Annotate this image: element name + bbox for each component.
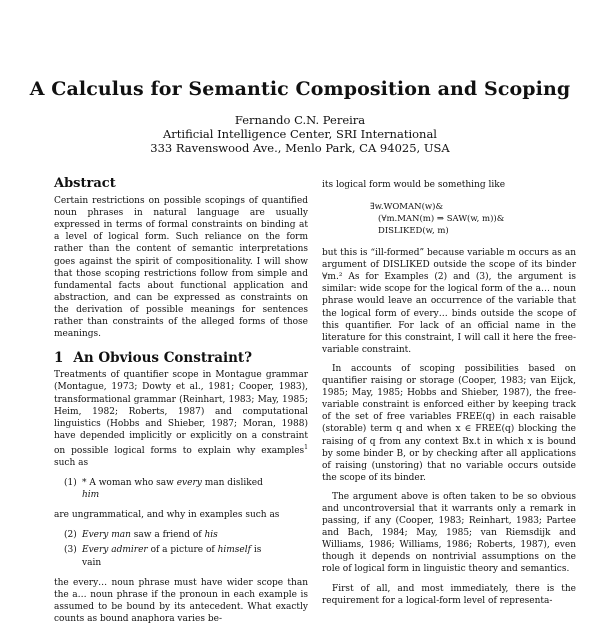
address: 333 Ravenswood Ave., Menlo Park, CA 94025, USA [150,141,450,155]
example-text [82,529,308,541]
paragraph: but this is “ill-formed” because variable m occurs as an argument of DISLIKED outside the scope of its binder ∀m.² As for Examples (2) and (3), the argument is similar: wide scope for the logical form of the a… noun phrase would leave an occurrence of the variable that the logical form of every… binds outside the scope of this quantifier. For lack of an official name in the literature for this constraint, I will call it here the free-variable constraint. [322,248,576,355]
example-part: every [176,478,202,489]
author-name: Fernando C.N. Pereira [234,113,366,127]
author-block [0,113,600,155]
example-number: (3) [64,545,77,556]
example-part: his [204,530,218,541]
paragraph: are ungrammatical, and why in examples such as [54,510,280,521]
paragraph: In accounts of scoping possibilities based on quantifier raising or storage (Cooper, 1983; van Eijck, 1985; May, 1985; Hobbs and Shieber, 1987), the free-variable constraint is enforced either by keeping track of the set of free variables FREE(q) in each raisable (storable) term q and when x ∈ FREE(q) blocking the raising of q from any context Bx.t in which x is bound by some binder B, or by checking after all applications of raising (unstoring) that no variable occurs outside the scope of its binder. [322,363,576,483]
example-part: him [82,490,100,501]
footnote-marker: 1 [304,443,308,451]
abstract-heading: Abstract [54,176,116,191]
example-part: Every man [82,530,131,541]
formula-line: (∀m.MAN(m) ⇒ SAW(w, m))& [378,214,505,225]
example-part: himself [217,545,251,556]
example-1 [54,477,308,501]
example-part: saw a friend of [130,530,205,541]
example-part: vain [82,557,102,568]
paragraph: the every… noun phrase must have wider scope than the a… noun phrase if the pronoun in each example is assumed to be bound by its antecedent. What exactly counts as bound anaphora varies be- [54,577,308,624]
paragraph: its logical form would be something like [322,180,506,190]
example-2-3 [54,529,308,568]
example-part: of a picture of [147,545,218,556]
paragraph: The argument above is often taken to be so obvious and uncontroversial that it warrants only a remark in passing, if any (Cooper, 1983; Reinhart, 1983; Partee and Bach, 1984; May, 1985; van Riemsdijk and Williams, 1986; Williams, 1986; Roberts, 1987), even though it depends on nontrivial assumptions on the role of logical form in linguistic theory and semantics. [322,491,576,575]
abstract-text: Certain restrictions on possible scopings of quantified noun phrases in natural language are usually expressed in terms of formal constraints on binding at a level of logical form. Such reliance on the form rather than the content of semantic interpretations goes against the spirit of compositionality. I will show that those scoping restrictions follow from simple and fundamental facts about functional application and abstraction, and can be expressed as constraints on the derivation of possible meanings for sentences rather than constraints of the alleged forms of those meanings. [54,196,308,340]
example-number: (1) [64,478,77,489]
section-heading [54,350,308,367]
example-part: is [250,545,262,556]
logical-form-formula [370,201,576,237]
paragraph-text: such as [54,457,89,468]
paragraph: First of all, and most immediately, there is the requirement for a logical-form level of representa- [322,583,576,606]
example-part: Every admirer [82,545,148,556]
section-number: 1 [54,350,64,367]
example-part: man disliked [201,478,263,489]
left-column [54,178,308,625]
paper-title: A Calculus for Semantic Composition and Scoping [29,78,571,100]
formula-line: DISLIKED(w, m) [378,226,449,237]
affiliation: Artificial Intelligence Center, SRI International [163,127,437,141]
right-column [322,179,576,607]
paragraph-text: Treatments of quantifier scope in Montague grammar (Montague, 1973; Dowty et al., 1981; Cooper, 1983), transformational grammar (Reinhart, 1983; May, 1985; Heim, 1982; Roberts, 1987) and computational linguistics (Hobbs and Shieber, 1987; Moran, 1988) have depended implicitly or explicitly on a constraint on possible logical forms to explain why examples [54,370,308,456]
example-text [82,477,308,489]
formula-line: ∃w.WOMAN(w)& [370,202,444,213]
paragraph [54,369,308,469]
section-title: An Obvious Constraint? [73,350,253,367]
example-part: * A woman who saw [82,478,177,489]
example-text [82,544,308,556]
example-number: (2) [64,530,77,541]
